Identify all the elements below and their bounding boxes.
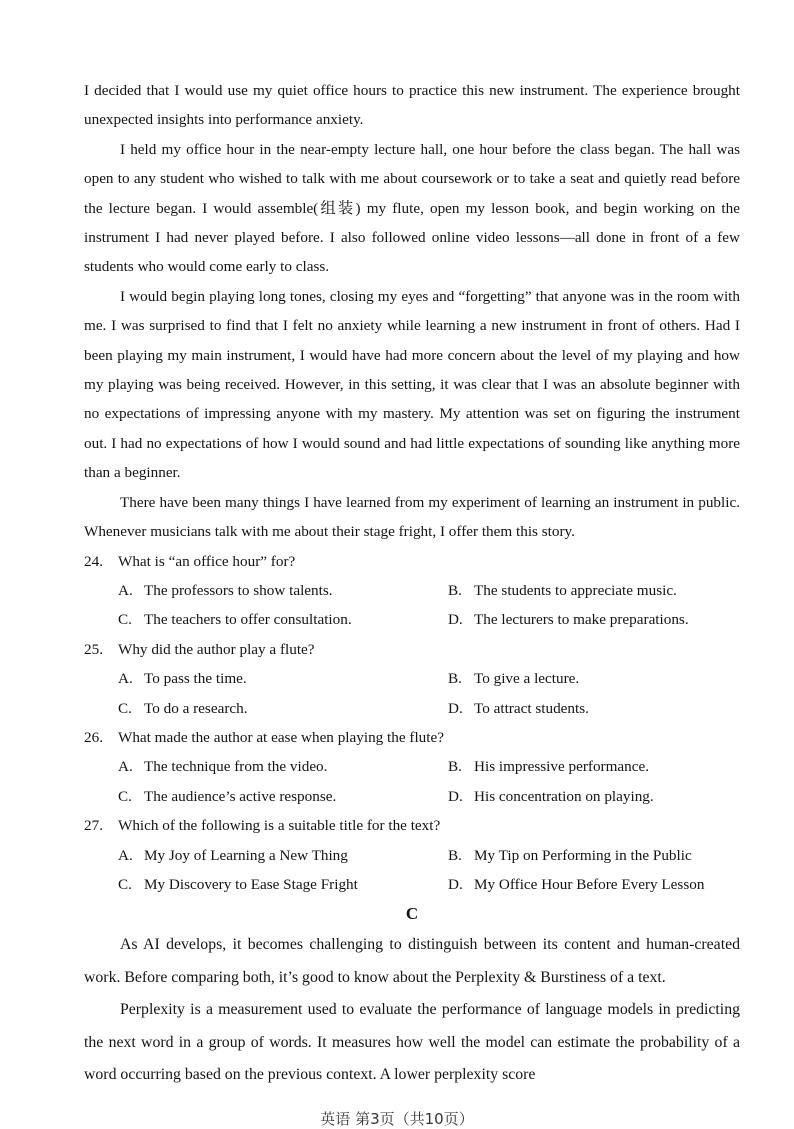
option-text: To pass the time. bbox=[144, 670, 247, 688]
answer-option-a[interactable] bbox=[118, 841, 448, 870]
answer-option-b[interactable] bbox=[448, 841, 774, 870]
option-letter: B. bbox=[448, 846, 462, 864]
option-text: His impressive performance. bbox=[474, 758, 650, 776]
question-text: What made the author at ease when playing the flute? bbox=[118, 728, 444, 746]
question-stem bbox=[84, 723, 740, 752]
answer-options bbox=[84, 841, 740, 900]
answer-option-c[interactable] bbox=[118, 694, 448, 723]
option-letter: B. bbox=[448, 758, 462, 776]
option-letter: A. bbox=[118, 758, 133, 776]
option-text: To attract students. bbox=[474, 699, 589, 717]
option-letter: D. bbox=[448, 875, 463, 893]
question-stem bbox=[84, 635, 740, 664]
answer-option-d[interactable] bbox=[448, 782, 774, 811]
option-letter: A. bbox=[118, 670, 133, 688]
option-text: The technique from the video. bbox=[144, 758, 328, 776]
option-letter: B. bbox=[448, 670, 462, 688]
passage-paragraph: Perplexity is a measurement used to evaluate the performance of language models in predicting the next word in a group of words. It measures how well the model can estimate the probability of a word occurring based on the previous context. A lower perplexity score bbox=[84, 1001, 740, 1084]
answer-options bbox=[84, 752, 740, 811]
answer-option-b[interactable] bbox=[448, 576, 774, 605]
option-text: The audience’s active response. bbox=[144, 787, 337, 805]
answer-option-c[interactable] bbox=[118, 782, 448, 811]
option-text: My Joy of Learning a New Thing bbox=[144, 846, 348, 864]
option-letter: A. bbox=[118, 846, 133, 864]
answer-option-b[interactable] bbox=[448, 752, 774, 781]
question-text: Why did the author play a flute? bbox=[118, 640, 315, 658]
option-text: To give a lecture. bbox=[474, 670, 580, 688]
option-text: My Office Hour Before Every Lesson bbox=[474, 875, 705, 893]
passage-c bbox=[84, 899, 740, 1092]
option-letter: B. bbox=[448, 581, 462, 599]
answer-options bbox=[84, 576, 740, 635]
option-text: My Tip on Performing in the Public bbox=[474, 846, 692, 864]
question-text: What is “an office hour” for? bbox=[118, 552, 296, 570]
passage-paragraph: I would begin playing long tones, closing my eyes and “forgetting” that anyone was in the room with me. I was surprised to find that I felt no anxiety while learning a new instrument in front of others. Had I been playing my main instrument, I would have had more concern about the level of my playing and how my playing was being received. However, in this setting, it was clear that I was an absolute beginner with no expectations of impressing anyone with my mastery. My attention was set on figuring the instrument out. I had no expectations of how I would sound and had little expectations of sounding like anything more than a beginner. bbox=[84, 287, 740, 482]
option-letter: D. bbox=[448, 787, 463, 805]
answer-option-d[interactable] bbox=[448, 870, 774, 899]
option-text: The students to appreciate music. bbox=[474, 581, 677, 599]
answer-option-a[interactable] bbox=[118, 664, 448, 693]
answer-option-d[interactable] bbox=[448, 605, 774, 634]
passage-b bbox=[84, 76, 740, 547]
passage-paragraph: As AI develops, it becomes challenging to distinguish between its content and human-created work. Before comparing both, it’s good to know about the Perplexity & Burstiness of a text. bbox=[84, 936, 740, 986]
option-text: My Discovery to Ease Stage Fright bbox=[144, 875, 358, 893]
question-25 bbox=[84, 635, 740, 723]
option-text: To do a research. bbox=[144, 699, 248, 717]
option-letter: C. bbox=[118, 875, 132, 893]
option-text: His concentration on playing. bbox=[474, 787, 654, 805]
question-number: 26. bbox=[84, 728, 103, 746]
answer-option-c[interactable] bbox=[118, 870, 448, 899]
option-letter: D. bbox=[448, 611, 463, 629]
option-text: The lecturers to make preparations. bbox=[474, 611, 689, 629]
option-letter: C. bbox=[118, 699, 132, 717]
question-number: 27. bbox=[84, 817, 103, 835]
question-stem bbox=[84, 547, 740, 576]
option-text: The professors to show talents. bbox=[144, 581, 333, 599]
option-letter: D. bbox=[448, 699, 463, 717]
question-24 bbox=[84, 547, 740, 635]
answer-option-a[interactable] bbox=[118, 752, 448, 781]
exam-page bbox=[84, 76, 740, 1092]
option-letter: A. bbox=[118, 581, 133, 599]
answer-options bbox=[84, 664, 740, 723]
answer-option-b[interactable] bbox=[448, 664, 774, 693]
question-27 bbox=[84, 811, 740, 899]
question-text: Which of the following is a suitable title for the text? bbox=[118, 817, 441, 835]
option-text: The teachers to offer consultation. bbox=[144, 611, 352, 629]
answer-option-d[interactable] bbox=[448, 694, 774, 723]
answer-option-c[interactable] bbox=[118, 605, 448, 634]
question-26 bbox=[84, 723, 740, 811]
option-letter: C. bbox=[118, 611, 132, 629]
passage-paragraph: I held my office hour in the near-empty lecture hall, one hour before the class began. The hall was open to any student who wished to talk with me about coursework or to take a seat and quietly read before the lecture began. I would assemble(组装) my flute, open my lesson book, and begin working on the instrument I had never played before. I also followed online video lessons—all done in front of a few students who would come early to class. bbox=[84, 140, 740, 276]
question-number: 24. bbox=[84, 552, 103, 570]
question-number: 25. bbox=[84, 640, 103, 658]
passage-paragraph: I decided that I would use my quiet office hours to practice this new instrument. The experience brought unexpected insights into performance anxiety. bbox=[84, 82, 740, 129]
section-heading: C bbox=[405, 904, 419, 924]
page-footer: 英语 第3页（共10页） bbox=[320, 1110, 474, 1128]
question-stem bbox=[84, 811, 740, 840]
option-letter: C. bbox=[118, 787, 132, 805]
answer-option-a[interactable] bbox=[118, 576, 448, 605]
passage-paragraph: There have been many things I have learned from my experiment of learning an instrument in public. Whenever musicians talk with me about their stage fright, I offer them this story. bbox=[84, 493, 740, 541]
